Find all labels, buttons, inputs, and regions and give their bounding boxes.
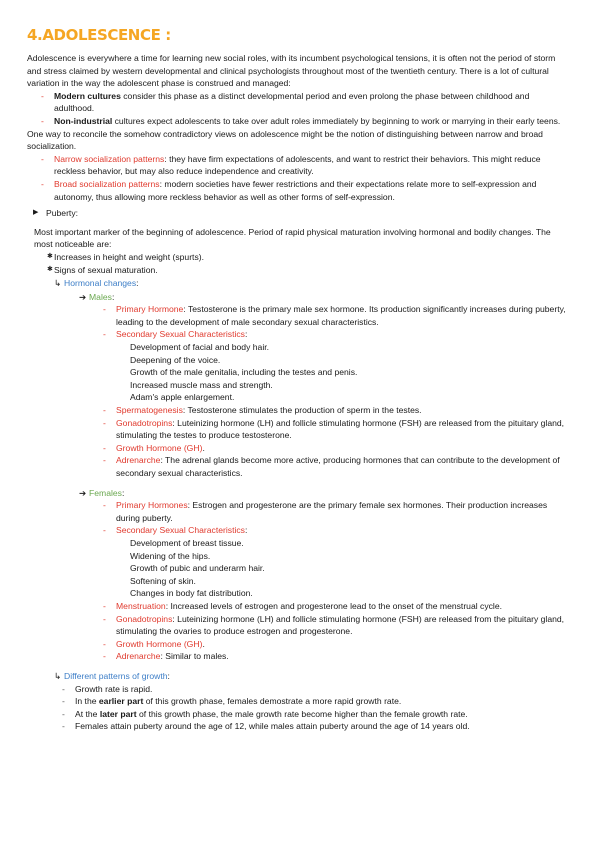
culture-item-modern: - Modern cultures consider this phase as a distinct developmental period and even prolong the phase between childhood and adulthood. bbox=[41, 90, 530, 114]
hormonal-changes-heading: ↳ Hormonal changes: bbox=[54, 278, 139, 289]
socialization-term: Broad socialization patterns bbox=[54, 178, 160, 189]
males-secondary-list bbox=[27, 341, 571, 404]
intro-paragraph: Adolescence is everywhere a time for learning new social roles, with its incumbent psychological tensions, it is often not the period of storm and stress claimed by western developmental and clinical psychologists throughout most of the twentieth century. There is a lot of cultural variation in the way the adolescent phase is construed and managed: bbox=[27, 53, 556, 89]
culture-text: cultures expect adolescents to take over adult roles immediately by beginning to work or marrying in their early teens. bbox=[112, 115, 561, 126]
growth-item: - Growth rate is rapid. bbox=[62, 683, 153, 694]
list-item: Development of facial and body hair. bbox=[130, 342, 270, 353]
females-item-secondary-characteristics: - Secondary Sexual Characteristics: bbox=[103, 525, 248, 536]
socialization-text: : modern societies have fewer restrictions and their expectations relate more to self-expression and autonomy, thus allowing more reckless behavior as well as other forms of self-expression. bbox=[54, 178, 537, 202]
return-arrow-icon: ↳ bbox=[54, 278, 62, 289]
males-item-primary-hormone: - Primary Hormone: Testosterone is the primary male sex hormone. Its production significantly increases during puberty, leading to the development of male secondary sexual characteristics. bbox=[103, 304, 566, 327]
females-item-menstruation: - Menstruation: Increased levels of estrogen and progesterone lead to the onset of the menstrual cycle. bbox=[103, 600, 503, 611]
females-item-primary-hormones: - Primary Hormones: Estrogen and progesterone are the primary female sex hormones. Their production increases during puberty. bbox=[103, 500, 548, 523]
noticeable-item: ✱ Increases in height and weight (spurts). bbox=[47, 251, 204, 262]
socialization-term: Narrow socialization patterns bbox=[54, 153, 165, 164]
growth-item: - Females attain puberty around the age of 12, while males attain puberty around the age of 14 years old. bbox=[62, 721, 470, 732]
females-item-growth-hormone: - Growth Hormone (GH). bbox=[103, 638, 205, 649]
list-item: Deepening of the voice. bbox=[130, 354, 221, 365]
growth-item: - At the later part of this growth phase, the male growth rate become higher than the female growth rate. bbox=[62, 708, 468, 719]
growth-patterns-heading: ↳ Different patterns of growth: bbox=[54, 670, 170, 681]
culture-item-nonindustrial: - Non-industrial cultures expect adolescents to take over adult roles immediately by beginning to work or marrying in their early teens. bbox=[41, 115, 561, 126]
arrow-right-icon: ➔ bbox=[79, 291, 87, 302]
females-heading: ➔ Females: bbox=[79, 487, 125, 498]
females-item-gonadotropins: - Gonadotropins: Luteinizing hormone (LH) and follicle stimulating hormone (FSH) are released from the pituitary gland, stimulating the ovaries to produce estrogen and progesterone. bbox=[103, 613, 565, 637]
puberty-toggle[interactable] bbox=[27, 207, 571, 220]
triangle-right-icon: ▶ bbox=[33, 209, 39, 217]
culture-text: consider this phase as a distinct developmental period and even prolong the phase between childhood and adulthood. bbox=[54, 90, 530, 114]
reconcile-paragraph: One way to reconcile the somehow contradictory views on adolescence might be the notion of distinguishing between narrow and broad socialization. bbox=[27, 128, 543, 152]
list-item: Development of breast tissue. bbox=[130, 537, 244, 548]
list-item: Growth of the male genitalia, including the testes and penis. bbox=[130, 367, 358, 378]
socialization-text: : they have firm expectations of adolescents, and want to restrict their behaviors. This might reduce reckless behavior, but may also reduce independence and creativity. bbox=[54, 153, 541, 177]
culture-term: Non-industrial bbox=[54, 115, 113, 126]
puberty-intro: Most important marker of the beginning of adolescence. Period of rapid physical maturation involving hormonal and bodily changes. The most noticeable are: bbox=[34, 226, 551, 250]
socialization-item-broad: - Broad socialization patterns: modern societies have fewer restrictions and their expectations relate more to self-expression and autonomy, thus allowing more reckless behavior as well as other forms of self-expression. bbox=[41, 178, 537, 202]
puberty-heading: Puberty: bbox=[46, 208, 79, 219]
list-item: Increased muscle mass and strength. bbox=[130, 379, 273, 390]
return-arrow-icon: ↳ bbox=[54, 670, 62, 681]
males-heading: ➔ Males: bbox=[79, 291, 115, 302]
section-title: 4.ADOLESCENCE : bbox=[27, 26, 171, 44]
females-secondary-list bbox=[27, 537, 571, 600]
star-bullet-icon: ✱ bbox=[47, 252, 53, 260]
list-item: Growth of pubic and underarm hair. bbox=[130, 563, 265, 574]
males-item-secondary-characteristics: - Secondary Sexual Characteristics: bbox=[103, 329, 248, 340]
culture-term: Modern cultures bbox=[54, 90, 121, 101]
socialization-item-narrow: - Narrow socialization patterns: they have firm expectations of adolescents, and want to restrict their behaviors. This might reduce reckless behavior, but may also reduce independence and creativity. bbox=[41, 153, 541, 177]
arrow-right-icon: ➔ bbox=[79, 487, 87, 498]
list-item: Widening of the hips. bbox=[130, 550, 211, 561]
males-item-growth-hormone: - Growth Hormone (GH). bbox=[103, 442, 205, 453]
star-bullet-icon: ✱ bbox=[47, 265, 53, 273]
noticeable-item: ✱ Signs of sexual maturation. bbox=[47, 264, 158, 275]
growth-item: - In the earlier part of this growth phase, females demostrate a more rapid growth rate. bbox=[62, 696, 402, 707]
males-item-adrenarche: - Adrenarche: The adrenal glands become more active, producing hormones that can contribute to the development of secondary sexual characteristics. bbox=[103, 455, 560, 478]
list-item: Changes in body fat distribution. bbox=[130, 588, 253, 599]
list-item: Softening of skin. bbox=[130, 575, 196, 586]
females-item-adrenarche: - Adrenarche: Similar to males. bbox=[103, 651, 229, 662]
males-item-gonadotropins: - Gonadotropins: Luteinizing hormone (LH) and follicle stimulating hormone (FSH) are released from the pituitary gland, stimulating the testes to produce testosterone. bbox=[103, 417, 565, 441]
list-item: Adam's apple enlargement. bbox=[130, 392, 235, 403]
males-item-spermatogenesis: - Spermatogenesis: Testosterone stimulates the production of sperm in the testes. bbox=[103, 405, 422, 416]
